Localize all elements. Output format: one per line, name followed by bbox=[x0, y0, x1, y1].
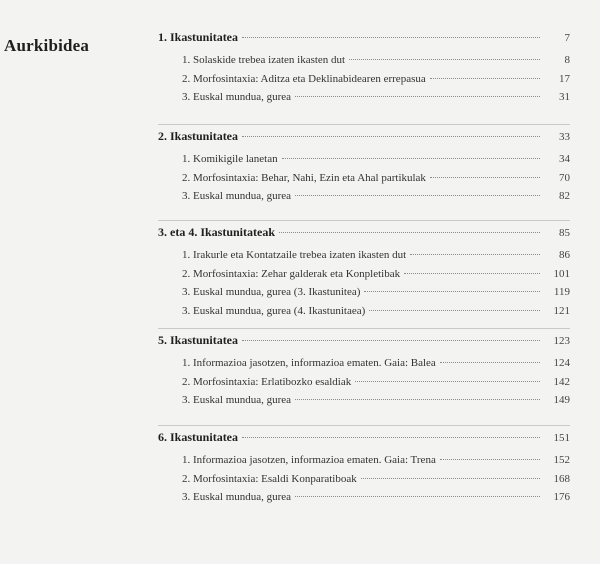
toc-page-number: 121 bbox=[553, 304, 570, 317]
toc-entry[interactable] bbox=[158, 305, 570, 324]
toc-page-number: 31 bbox=[559, 91, 570, 104]
toc-page-number: 85 bbox=[559, 227, 570, 239]
dot-leader bbox=[242, 437, 540, 438]
dot-leader bbox=[242, 136, 540, 137]
toc-entry-label: 1. Informazioa jasotzen, informazioa ematen. Gaia: Balea bbox=[182, 357, 436, 369]
toc-page-number: 33 bbox=[559, 131, 570, 143]
dot-leader bbox=[404, 273, 540, 274]
dot-leader bbox=[430, 177, 540, 178]
toc-heading-label: 1. Ikastunitatea bbox=[158, 30, 239, 44]
toc-section-2 bbox=[158, 124, 570, 220]
toc-page-number: 152 bbox=[553, 454, 570, 466]
toc-entry[interactable] bbox=[158, 286, 570, 305]
toc-entry-label: 1. Irakurle eta Kontatzaile trebea izaten ikasten dut bbox=[182, 249, 407, 261]
toc-entry[interactable] bbox=[158, 73, 570, 92]
toc-entry[interactable] bbox=[158, 376, 570, 395]
dot-leader bbox=[361, 478, 540, 479]
toc-entry[interactable] bbox=[158, 249, 570, 268]
toc-entry-label: 3. Euskal mundua, gurea bbox=[182, 394, 292, 407]
toc-page-number: 101 bbox=[553, 267, 570, 280]
toc-page-number: 17 bbox=[559, 72, 570, 85]
toc-entry-label: 2. Morfosintaxia: Aditza eta Deklinabidearen errepasua bbox=[182, 72, 426, 85]
dot-leader bbox=[349, 59, 540, 60]
toc-page-number: 119 bbox=[553, 286, 570, 299]
toc-section-1 bbox=[158, 30, 570, 124]
toc-entry-label: 3. Euskal mundua, gurea bbox=[182, 91, 292, 104]
toc-entry[interactable] bbox=[158, 172, 570, 191]
toc-page-number: 34 bbox=[559, 153, 570, 165]
toc-entry[interactable] bbox=[158, 454, 570, 473]
dot-leader bbox=[242, 37, 540, 38]
toc-heading[interactable] bbox=[158, 125, 570, 153]
dot-leader bbox=[279, 232, 540, 233]
toc-page-number: 151 bbox=[553, 432, 570, 444]
toc-page-number: 168 bbox=[553, 472, 570, 485]
dot-leader bbox=[440, 362, 540, 363]
toc-entry[interactable] bbox=[158, 91, 570, 110]
toc-entry[interactable] bbox=[158, 357, 570, 376]
toc-page-number: 124 bbox=[553, 357, 570, 369]
toc-entry-label: 3. Euskal mundua, gurea (3. Ikastunitea) bbox=[182, 286, 361, 299]
toc-entry-label: 1. Komikigile lanetan bbox=[182, 153, 278, 165]
toc-heading[interactable] bbox=[158, 30, 570, 54]
toc-entry-label: 3. Euskal mundua, gurea (4. Ikastunitaea) bbox=[182, 304, 366, 317]
toc-section-6 bbox=[158, 425, 570, 522]
dot-leader bbox=[295, 496, 540, 497]
toc-heading-label: 3. eta 4. Ikastunitateak bbox=[158, 225, 276, 239]
toc-entry[interactable] bbox=[158, 54, 570, 73]
dot-leader bbox=[410, 254, 540, 255]
toc-entry-label: 2. Morfosintaxia: Erlatibozko esaldiak bbox=[182, 375, 352, 388]
toc-heading[interactable] bbox=[158, 426, 570, 454]
toc-section-3 bbox=[158, 220, 570, 328]
toc-page-number: 142 bbox=[553, 375, 570, 388]
toc-entry-label: 3. Euskal mundua, gurea bbox=[182, 491, 292, 504]
toc-heading-label: 2. Ikastunitatea bbox=[158, 129, 239, 143]
toc-entry-label: 2. Morfosintaxia: Esaldi Konparatiboak bbox=[182, 472, 357, 485]
toc-entry[interactable] bbox=[158, 394, 570, 413]
toc-page-number: 82 bbox=[559, 190, 570, 203]
toc-heading[interactable] bbox=[158, 221, 570, 249]
dot-leader bbox=[364, 291, 540, 292]
table-of-contents bbox=[158, 30, 570, 522]
toc-page-number: 149 bbox=[553, 394, 570, 407]
toc-heading-label: 5. Ikastunitatea bbox=[158, 333, 239, 347]
toc-entry-label: 3. Euskal mundua, gurea bbox=[182, 190, 292, 203]
dot-leader bbox=[282, 158, 540, 159]
toc-page-number: 123 bbox=[553, 335, 570, 347]
toc-entry[interactable] bbox=[158, 491, 570, 510]
toc-entry-label: 2. Morfosintaxia: Behar, Nahi, Ezin eta Ahal partikulak bbox=[182, 171, 426, 184]
toc-entry[interactable] bbox=[158, 190, 570, 209]
toc-entry[interactable] bbox=[158, 268, 570, 287]
toc-entry-label: 1. Informazioa jasotzen, informazioa ematen. Gaia: Trena bbox=[182, 454, 436, 466]
toc-page-number: 8 bbox=[564, 54, 570, 66]
toc-heading[interactable] bbox=[158, 329, 570, 357]
toc-entry[interactable] bbox=[158, 473, 570, 492]
toc-page-number: 7 bbox=[564, 32, 570, 44]
toc-entry-label: 2. Morfosintaxia: Zehar galderak eta Konpletibak bbox=[182, 267, 401, 280]
toc-page-number: 86 bbox=[559, 249, 570, 261]
dot-leader bbox=[355, 381, 540, 382]
toc-page-number: 70 bbox=[559, 171, 570, 184]
toc-heading-label: 6. Ikastunitatea bbox=[158, 430, 239, 444]
page-title: Aurkibidea bbox=[4, 36, 90, 55]
toc-entry[interactable] bbox=[158, 153, 570, 172]
toc-entry-label: 1. Solaskide trebea izaten ikasten dut bbox=[182, 54, 346, 66]
dot-leader bbox=[430, 78, 540, 79]
dot-leader bbox=[369, 310, 540, 311]
dot-leader bbox=[295, 195, 540, 196]
dot-leader bbox=[295, 399, 540, 400]
dot-leader bbox=[440, 459, 540, 460]
dot-leader bbox=[242, 340, 540, 341]
dot-leader bbox=[295, 96, 540, 97]
toc-section-5 bbox=[158, 328, 570, 425]
toc-page-number: 176 bbox=[553, 491, 570, 504]
